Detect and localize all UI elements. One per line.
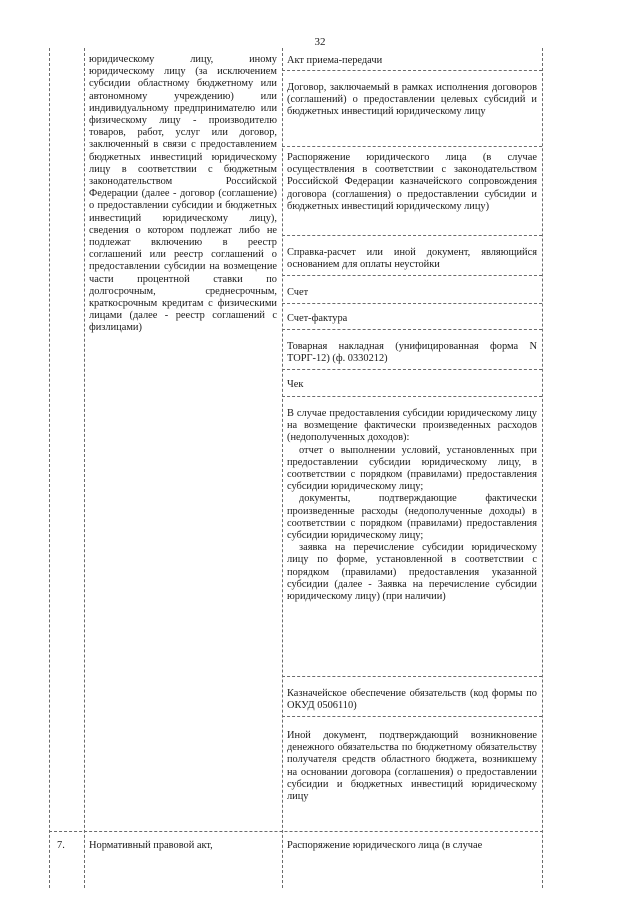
right-cell-tax-invoice: Счет-фактура <box>287 313 348 324</box>
row-divider <box>282 329 542 330</box>
column-divider-number <box>84 48 85 888</box>
right-cell-subsidy <box>287 408 537 603</box>
page-number: 32 <box>314 36 326 48</box>
row-divider <box>282 303 542 304</box>
row-divider <box>282 70 542 71</box>
table-border-left <box>49 48 50 888</box>
column-divider-main <box>282 48 283 888</box>
subsidy-lead: В случае предоставления субсидии юридическому лицу на возмещение фактически произведенных расходов (недополученных доходов): <box>287 408 537 444</box>
right-cell-act: Акт приема-передачи <box>287 55 383 66</box>
row-divider <box>282 369 542 370</box>
row-divider <box>282 275 542 276</box>
row7-right-text: Распоряжение юридического лица (в случае <box>287 840 483 851</box>
right-cell-receipt: Чек <box>287 379 304 390</box>
right-cell-invoice: Счет <box>287 287 309 298</box>
right-cell-treasury: Казначейское обеспечение обязательств (код формы по ОКУД 0506110) <box>287 688 537 712</box>
right-cell-contract: Договор, заключаемый в рамках исполнения договоров (соглашений) о предоставлении целевых субсидий и бюджетных инвестиций юридическому лицу <box>287 82 537 118</box>
row-divider <box>282 146 542 147</box>
row-divider-full <box>49 831 543 832</box>
row-divider <box>282 676 542 677</box>
table-border-right <box>542 48 543 888</box>
right-cell-calculation: Справка-расчет или иной документ, являющийся основанием для оплаты неустойки <box>287 247 537 271</box>
subsidy-item: отчет о выполнении условий, установленных при предоставлении субсидии юридическому лицу, в соответствии с порядком (правилами) предоставления субсидии юридическому лицу; <box>287 444 537 493</box>
right-cell-order: Распоряжение юридического лица (в случае осуществления в соответствии с законодательством Российской Федерации казначейского сопровождения договора (соглашения) о предоставлении субсидии и бюджетных инвестиций юридическому лицу) <box>287 152 537 212</box>
document-table <box>49 48 543 888</box>
row7-left-text: Нормативный правовой акт, <box>89 840 213 851</box>
right-cell-waybill: Товарная накладная (унифицированная форма N ТОРГ-12) (ф. 0330212) <box>287 341 537 365</box>
right-cell-other-document: Иной документ, подтверждающий возникновение денежного обязательства по бюджетному обязательству получателя средств областного бюджета, возникшему на основании договора (соглашения) о предоставлении субсидии и бюджетных инвестиций юридическому лицу <box>287 730 537 803</box>
row-divider <box>282 235 542 236</box>
left-cell-text: юридическому лицу, иному юридическому лицу (за исключением субсидии областному бюджетному или автономному учреждению) или индивидуальному предпринимателю или физическому лицу - производителю товаров, работ, услуг или договор, заключенный в связи с предоставлением бюджетных инвестиций юридическому лицу в соответствии с бюджетным законодательством Российской Федерации (далее - договор (соглашение) о предоставлении субсидии и бюджетных инвестиций юридическому лицу), сведения о котором подлежат либо не подлежат включению в реестр соглашений или реестр соглашений о предоставлении субсидии на возмещение части процентной ставки по долгосрочным, среднесрочным, краткосрочным кредитам с физическими лицами (далее - реестр соглашений с физлицами) <box>89 54 277 334</box>
row-divider <box>282 396 542 397</box>
subsidy-item: документы, подтверждающие фактически произведенные расходы (недополученные доходы) в соответствии с порядком (правилами) предоставления субсидии юридическому лицу; <box>287 493 537 542</box>
subsidy-item: заявка на перечисление субсидии юридическому лицу по форме, установленной в соответствии с порядком (правилами) предоставления указанной субсидии (далее - Заявка на перечисление субсидии юридическому лицу) (при наличии) <box>287 542 537 603</box>
row-number: 7. <box>57 840 65 851</box>
row-divider <box>282 716 542 717</box>
